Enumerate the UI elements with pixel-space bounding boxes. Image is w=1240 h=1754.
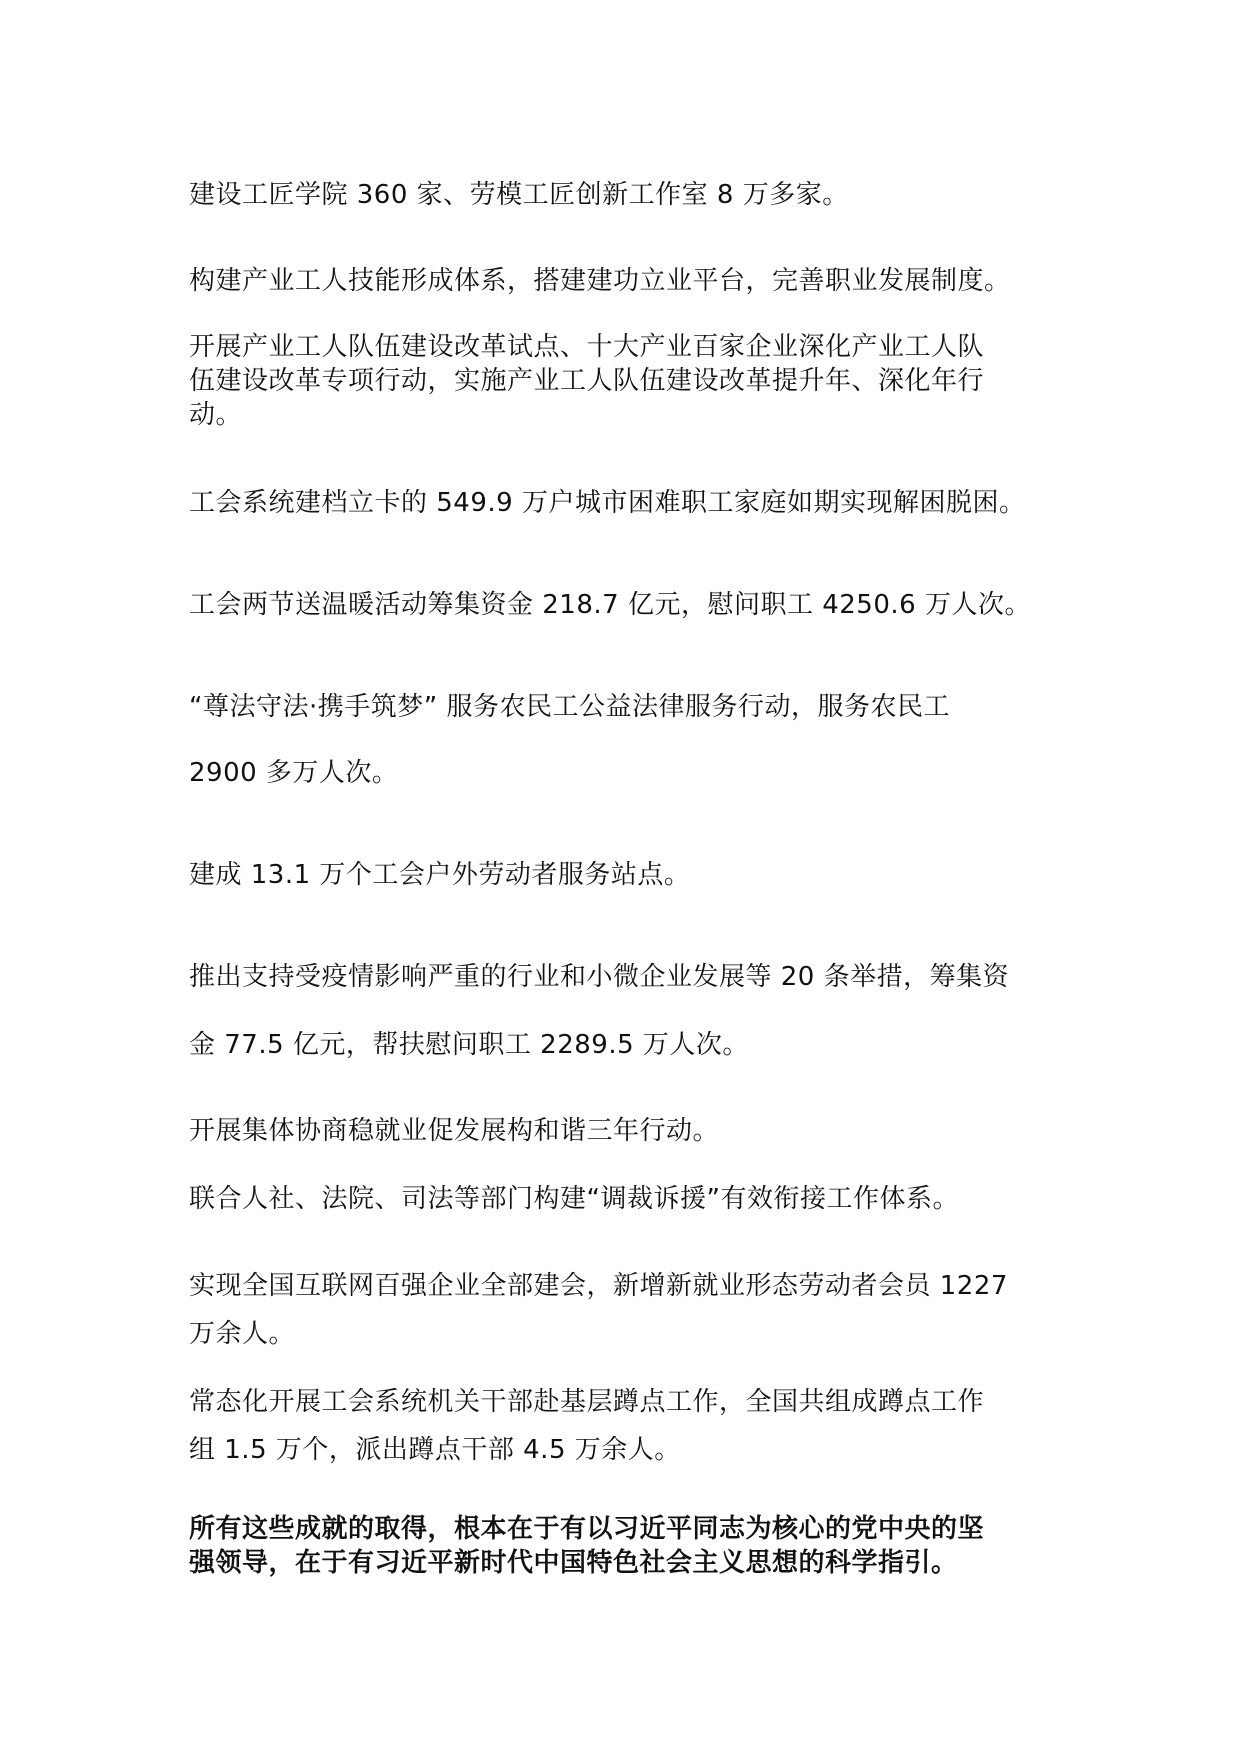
paragraph-poverty-relief xyxy=(189,484,1049,522)
paragraph-legal-service xyxy=(189,688,1049,726)
text-line: 常态化开展工会系统机关干部赴基层蹲点工作，全国共组成蹲点工作 xyxy=(189,1387,985,1417)
text-line: 所有这些成就的取得，根本在于有以习近平同志为核心的党中央的坚 xyxy=(189,1514,985,1544)
paragraph-conclusion xyxy=(189,1512,1049,1580)
paragraph-covid-measures xyxy=(189,958,1049,996)
paragraph-warmth-campaign xyxy=(189,586,1049,624)
paragraph-collective-bargaining xyxy=(189,1112,1049,1150)
text-line: 金 77.5 亿元，帮扶慰问职工 2289.5 万人次。 xyxy=(189,1030,749,1060)
text-line: 建成 13.1 万个工会户外劳动者服务站点。 xyxy=(189,860,691,890)
text-line: 动。 xyxy=(189,400,243,430)
text-line: “尊法守法·携手筑梦” 服务农民工公益法律服务行动，服务农民工 xyxy=(189,692,950,722)
paragraph-grassroots-work xyxy=(189,1378,1049,1474)
paragraph-craftsman-academies xyxy=(189,176,1049,214)
text-line: 2900 多万人次。 xyxy=(189,758,399,788)
text-line: 万余人。 xyxy=(189,1319,296,1349)
paragraph-covid-funds xyxy=(189,1026,1049,1064)
paragraph-skills-system xyxy=(189,262,1049,300)
paragraph-mediation-system xyxy=(189,1180,1049,1218)
paragraph-service-stations xyxy=(189,856,1049,894)
text-line: 实现全国互联网百强企业全部建会，新增新就业形态劳动者会员 1227 xyxy=(189,1271,1008,1301)
text-line: 开展产业工人队伍建设改革试点、十大产业百家企业深化产业工人队 xyxy=(189,332,985,362)
paragraph-legal-service-count xyxy=(189,754,1049,792)
text-line: 开展集体协商稳就业促发展构和谐三年行动。 xyxy=(189,1116,720,1146)
text-line: 工会两节送温暖活动筹集资金 218.7 亿元，慰问职工 4250.6 万人次。 xyxy=(189,590,1031,620)
paragraph-reform-pilot xyxy=(189,330,1049,432)
text-line: 构建产业工人技能形成体系，搭建建功立业平台，完善职业发展制度。 xyxy=(189,266,1011,296)
text-line: 伍建设改革专项行动，实施产业工人队伍建设改革提升年、深化年行 xyxy=(189,366,985,396)
text-line: 强领导，在于有习近平新时代中国特色社会主义思想的科学指引。 xyxy=(189,1548,958,1578)
text-line: 工会系统建档立卡的 549.9 万户城市困难职工家庭如期实现解困脱困。 xyxy=(189,488,1026,518)
text-line: 组 1.5 万个，派出蹲点干部 4.5 万余人。 xyxy=(189,1435,681,1465)
paragraph-internet-enterprises xyxy=(189,1262,1049,1358)
text-line: 建设工匠学院 360 家、劳模工匠创新工作室 8 万多家。 xyxy=(189,180,849,210)
text-line: 推出支持受疫情影响严重的行业和小微企业发展等 20 条举措，筹集资 xyxy=(189,962,1010,992)
text-line: 联合人社、法院、司法等部门构建“调裁诉援”有效衔接工作体系。 xyxy=(189,1184,959,1214)
